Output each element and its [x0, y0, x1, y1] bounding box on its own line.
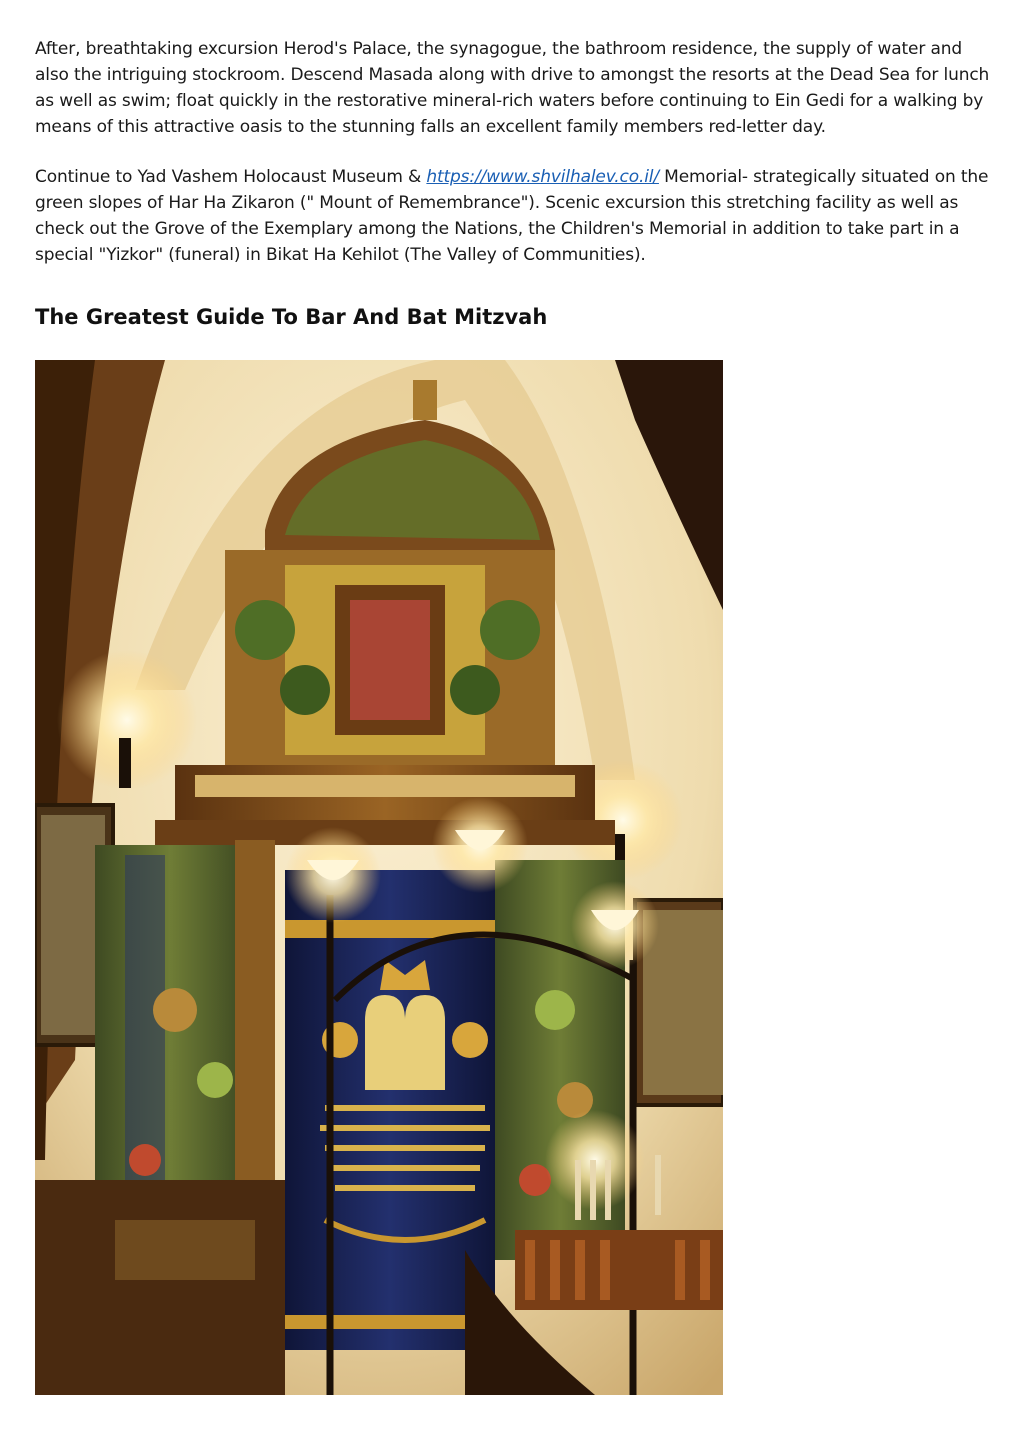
paragraph-yad-vashem: [35, 164, 990, 268]
paragraph-yad-vashem-end: Memorial- strategically situated on the green slopes of Har Ha Zikaron (" Mount of Remembrance"). Scenic excursion this stretching facility as well as check out the Grove of the Exemplary among the Nations, the Children's Memorial in addition to take part in a special "Yizkor" (funeral) in Bikat Ha Kehilot (The Valley of Communities).: [35, 167, 989, 265]
article-body: [35, 36, 990, 268]
paragraph-masada: After, breathtaking excursion Herod's Palace, the synagogue, the bathroom residence, the supply of water and also the intriguing stockroom. Descend Masada along with drive to amongst the resorts at the Dead Sea for lunch as well as swim; float quickly in the restorative mineral-rich waters before continuing to Ein Gedi for a walking by means of this attractive oasis to the stunning falls an excellent family members red-letter day.: [35, 39, 990, 137]
paragraph-yad-vashem-start: Continue to Yad Vashem Holocaust Museum &: [35, 167, 427, 187]
section-heading: The Greatest Guide To Bar And Bat Mitzvah: [35, 305, 548, 329]
torah-ark-illustration: [35, 360, 723, 1395]
torah-ark-photo: [35, 360, 723, 1395]
shvilhalev-link[interactable]: https://www.shvilhalev.co.il/: [426, 167, 659, 187]
